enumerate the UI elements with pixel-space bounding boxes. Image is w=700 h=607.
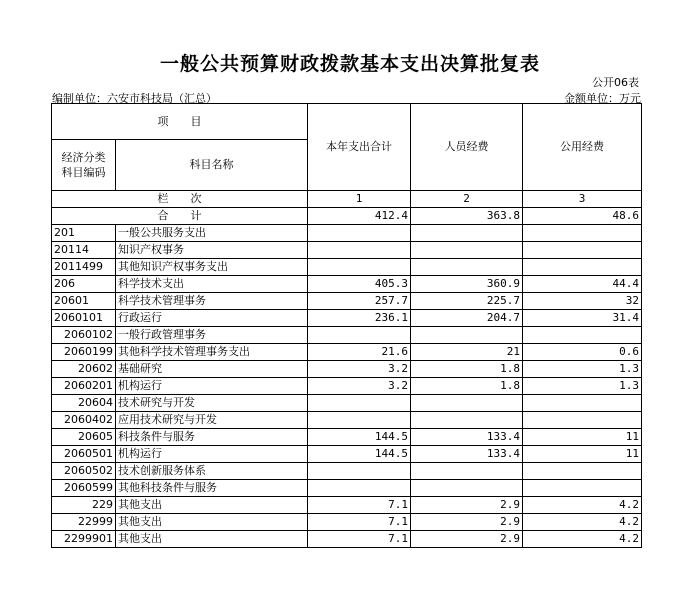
row-personnel <box>411 225 523 242</box>
row-total: 144.5 <box>308 429 411 446</box>
row-public <box>523 259 642 276</box>
row-personnel <box>411 412 523 429</box>
header-subject-name: 科目名称 <box>116 140 308 191</box>
row-name: 机构运行 <box>116 378 308 395</box>
row-public: 4.2 <box>523 514 642 531</box>
row-public <box>523 412 642 429</box>
row-public: 4.2 <box>523 531 642 548</box>
row-personnel <box>411 480 523 497</box>
row-name: 技术创新服务体系 <box>116 463 308 480</box>
row-total: 257.7 <box>308 293 411 310</box>
row-total <box>308 225 411 242</box>
table-row <box>52 412 642 429</box>
row-name: 其他支出 <box>116 514 308 531</box>
row-public <box>523 327 642 344</box>
money-unit: 金额单位：万元 <box>564 92 641 105</box>
table-row <box>52 531 642 548</box>
budget-table <box>51 103 642 548</box>
row-public: 11 <box>523 429 642 446</box>
row-total <box>308 395 411 412</box>
row-code: 2060201 <box>52 378 116 395</box>
sum-label: 合 计 <box>52 208 308 225</box>
row-code: 2060599 <box>52 480 116 497</box>
row-total: 3.2 <box>308 361 411 378</box>
row-public <box>523 395 642 412</box>
sum-total: 412.4 <box>308 208 411 225</box>
table-row <box>52 259 642 276</box>
row-name: 科学技术管理事务 <box>116 293 308 310</box>
row-code: 206 <box>52 276 116 293</box>
col-index-1: 1 <box>308 191 411 208</box>
header-personnel: 人员经费 <box>411 104 523 191</box>
table-row <box>52 378 642 395</box>
table-row <box>52 361 642 378</box>
row-name: 应用技术研究与开发 <box>116 412 308 429</box>
row-code: 2060101 <box>52 310 116 327</box>
row-total: 21.6 <box>308 344 411 361</box>
row-public: 4.2 <box>523 497 642 514</box>
col-index-3: 3 <box>523 191 642 208</box>
sum-public: 48.6 <box>523 208 642 225</box>
form-code: 公开06表 <box>592 76 639 89</box>
row-name: 其他科技条件与服务 <box>116 480 308 497</box>
row-code: 20605 <box>52 429 116 446</box>
row-name: 科学技术支出 <box>116 276 308 293</box>
row-code: 2060402 <box>52 412 116 429</box>
row-code: 20604 <box>52 395 116 412</box>
row-public <box>523 225 642 242</box>
row-public: 31.4 <box>523 310 642 327</box>
row-total: 7.1 <box>308 531 411 548</box>
row-total <box>308 412 411 429</box>
header-total: 本年支出合计 <box>308 104 411 191</box>
row-personnel: 1.8 <box>411 361 523 378</box>
row-name: 其他科学技术管理事务支出 <box>116 344 308 361</box>
row-total: 3.2 <box>308 378 411 395</box>
table-row <box>52 463 642 480</box>
row-total: 7.1 <box>308 497 411 514</box>
header-item: 项 目 <box>52 104 308 140</box>
row-personnel: 225.7 <box>411 293 523 310</box>
row-total: 144.5 <box>308 446 411 463</box>
row-total: 7.1 <box>308 514 411 531</box>
table-row <box>52 480 642 497</box>
row-total <box>308 463 411 480</box>
row-total <box>308 259 411 276</box>
row-name: 基础研究 <box>116 361 308 378</box>
table-row <box>52 310 642 327</box>
row-name: 一般行政管理事务 <box>116 327 308 344</box>
row-personnel: 2.9 <box>411 497 523 514</box>
table-row <box>52 446 642 463</box>
report-title: 一般公共预算财政拨款基本支出决算批复表 <box>159 53 540 75</box>
row-public: 0.6 <box>523 344 642 361</box>
row-personnel: 360.9 <box>411 276 523 293</box>
row-code: 201 <box>52 225 116 242</box>
row-public: 1.3 <box>523 378 642 395</box>
row-code: 20114 <box>52 242 116 259</box>
table-row <box>52 293 642 310</box>
row-personnel <box>411 327 523 344</box>
row-total: 236.1 <box>308 310 411 327</box>
row-public <box>523 463 642 480</box>
row-total <box>308 242 411 259</box>
row-total: 405.3 <box>308 276 411 293</box>
table-row <box>52 395 642 412</box>
row-public: 1.3 <box>523 361 642 378</box>
row-personnel <box>411 242 523 259</box>
table-row <box>52 514 642 531</box>
table-row <box>52 497 642 514</box>
row-public: 11 <box>523 446 642 463</box>
row-code: 2060102 <box>52 327 116 344</box>
row-personnel <box>411 463 523 480</box>
row-total <box>308 327 411 344</box>
table-row <box>52 242 642 259</box>
row-personnel: 2.9 <box>411 531 523 548</box>
table-row <box>52 276 642 293</box>
col-index-2: 2 <box>411 191 523 208</box>
row-personnel <box>411 259 523 276</box>
row-personnel: 21 <box>411 344 523 361</box>
sum-personnel: 363.8 <box>411 208 523 225</box>
row-name: 知识产权事务 <box>116 242 308 259</box>
row-code: 20601 <box>52 293 116 310</box>
row-code: 22999 <box>52 514 116 531</box>
row-name: 行政运行 <box>116 310 308 327</box>
table-row <box>52 429 642 446</box>
row-name: 其他支出 <box>116 531 308 548</box>
row-code: 229 <box>52 497 116 514</box>
row-code: 2060501 <box>52 446 116 463</box>
row-public: 32 <box>523 293 642 310</box>
row-code: 2060199 <box>52 344 116 361</box>
row-name: 其他知识产权事务支出 <box>116 259 308 276</box>
row-personnel <box>411 395 523 412</box>
unit-name: 六安市科技局（汇总） <box>107 92 217 105</box>
row-name: 科技条件与服务 <box>116 429 308 446</box>
table-row <box>52 225 642 242</box>
row-code: 2299901 <box>52 531 116 548</box>
row-public <box>523 480 642 497</box>
unit-label: 编制单位： <box>52 92 107 105</box>
row-total <box>308 480 411 497</box>
row-personnel: 204.7 <box>411 310 523 327</box>
row-code: 2011499 <box>52 259 116 276</box>
header-econ-code: 经济分类 科目编码 <box>52 140 116 191</box>
row-public <box>523 242 642 259</box>
row-personnel: 1.8 <box>411 378 523 395</box>
row-name: 技术研究与开发 <box>116 395 308 412</box>
row-name: 机构运行 <box>116 446 308 463</box>
header-lanci: 栏 次 <box>52 191 308 208</box>
header-public: 公用经费 <box>523 104 642 191</box>
table-row <box>52 344 642 361</box>
row-personnel: 133.4 <box>411 429 523 446</box>
row-personnel: 133.4 <box>411 446 523 463</box>
row-code: 20602 <box>52 361 116 378</box>
row-name: 其他支出 <box>116 497 308 514</box>
row-name: 一般公共服务支出 <box>116 225 308 242</box>
row-public: 44.4 <box>523 276 642 293</box>
row-personnel: 2.9 <box>411 514 523 531</box>
row-code: 2060502 <box>52 463 116 480</box>
table-row <box>52 327 642 344</box>
